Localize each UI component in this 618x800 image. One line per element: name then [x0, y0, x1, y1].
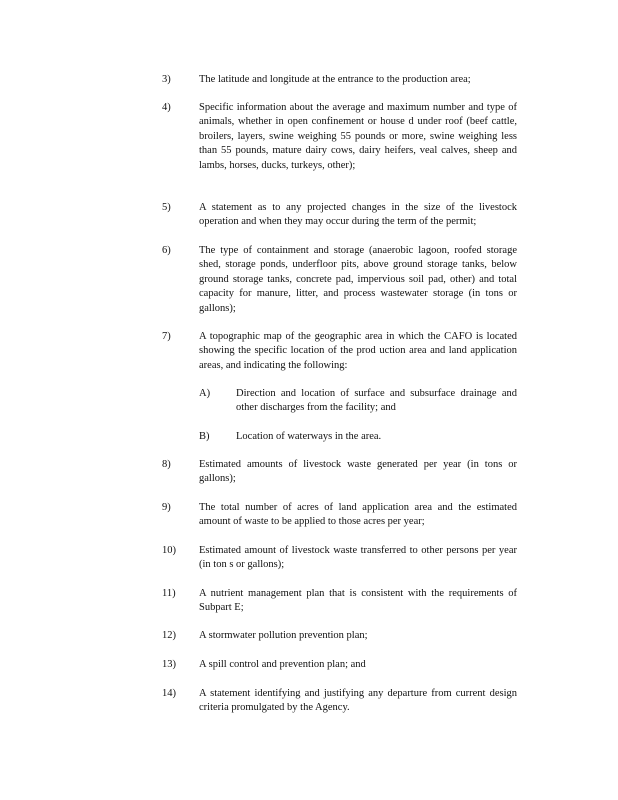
item-text: A spill control and prevention plan; and [199, 659, 366, 670]
item-text: A statement as to any projected changes in the size of the livestock operation and when they may occur during the term of the permit; [199, 202, 517, 228]
item-text: Specific information about the average and maximum number and type of animals, whether in open confinement or house d under roof (beef cattle, broilers, layers, swine weighing 55 pounds or more, swine weighing less than 55 pounds, mature dairy cows, dairy heifers, veal calves, sheep and lambs, horses, ducks, turkeys, other); [199, 102, 517, 171]
item-text: Estimated amount of livestock waste transferred to other persons per year (in ton s or gallons); [199, 545, 517, 571]
item-text: A stormwater pollution prevention plan; [199, 630, 368, 641]
item-number: 7) [162, 331, 171, 342]
item-text: A statement identifying and justifying any departure from current design criteria promulgated by the Agency. [199, 688, 517, 714]
item-text: A topographic map of the geographic area in which the CAFO is located showing the specific location of the prod uction area and land application areas, and indicating the following: [199, 331, 517, 371]
item-text: Estimated amounts of livestock waste generated per year (in tons or gallons); [199, 459, 517, 485]
item-text: The type of containment and storage (anaerobic lagoon, roofed storage shed, storage ponds, underfloor pits, above ground storage tanks, below ground storage tanks, concrete pad, impervious soil pad, other) and total capacity for manure, litter, and process wastewater storage (in tons or gallons); [199, 245, 517, 314]
item-number: 5) [162, 202, 171, 213]
item-number: 10) [162, 545, 176, 556]
item-number: 13) [162, 659, 176, 670]
item-number: 9) [162, 502, 171, 513]
item-number: A) [199, 388, 211, 399]
item-number: 11) [162, 588, 176, 599]
item-number: 14) [162, 688, 176, 699]
item-number: 6) [162, 245, 171, 256]
item-text: Direction and location of surface and subsurface drainage and other discharges from the facility; and [236, 388, 517, 414]
item-text: A nutrient management plan that is consistent with the requirements of Subpart E; [199, 588, 517, 614]
item-text: The total number of acres of land application area and the estimated amount of waste to be applied to those acres per year; [199, 502, 517, 528]
item-number: 3) [162, 74, 171, 85]
item-number: 8) [162, 459, 171, 470]
item-number: 4) [162, 102, 171, 113]
item-number: 12) [162, 630, 176, 641]
item-number: B) [199, 431, 210, 442]
item-text: Location of waterways in the area. [236, 431, 382, 442]
item-text: The latitude and longitude at the entrance to the production area; [199, 74, 471, 85]
